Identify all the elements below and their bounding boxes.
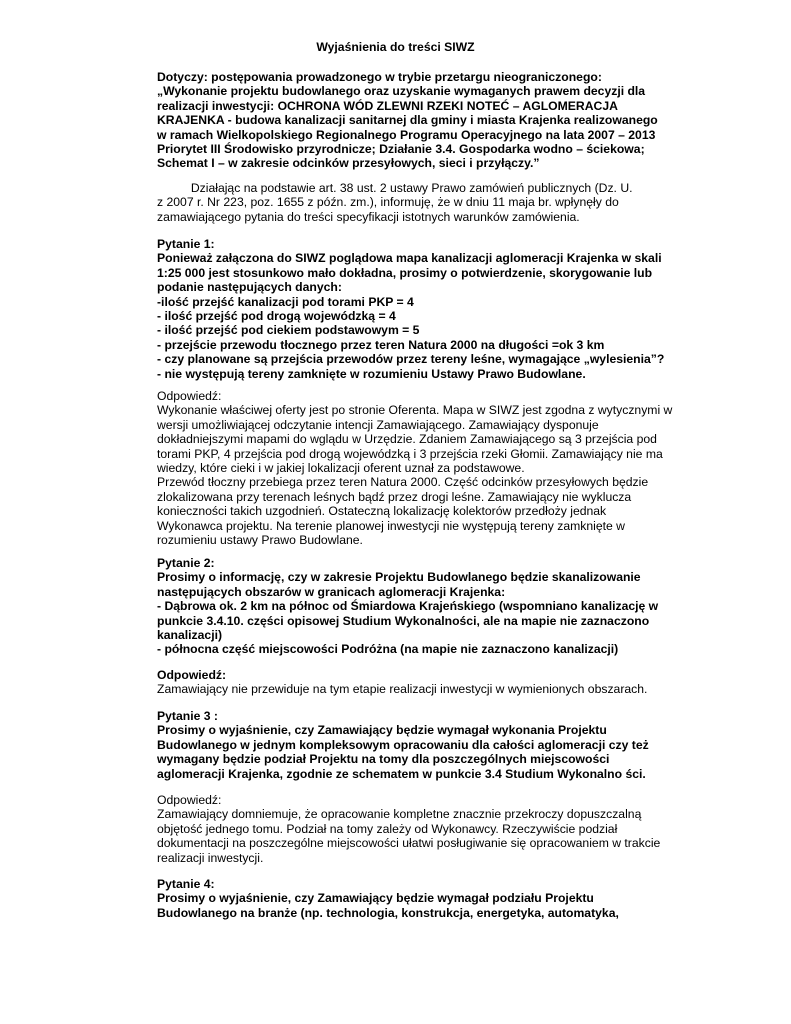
answer-heading: Odpowiedź:: [157, 793, 222, 807]
question-line: następujących obszarów w granicach aglomeracji Krajenka:: [157, 584, 506, 599]
question-line: Ponieważ załączona do SIWZ poglądowa mapa kanalizacji aglomeracji Krajenka w skali: [157, 251, 662, 266]
answer-line: wersji umożliwiającej odczytanie intencji Zamawiającego. Zamawiający dysponuje: [157, 417, 599, 432]
question-line: - czy planowane są przejścia przewodów przez tereny leśne, wymagające „wylesienia”?: [157, 352, 665, 367]
answer-heading: Odpowiedź:: [157, 389, 222, 403]
answer-3: [157, 793, 677, 865]
question-line: aglomeracji Krajenka, zgodnie ze schematem w punkcie 3.4 Studium Wykonalno ści.: [157, 766, 646, 781]
answer-line: dokładniejszymi mapami do wglądu w Urzędzie. Zdaniem Zamawiającego są 3 przejścia pod: [157, 432, 657, 447]
subject-line: Schemat I – w zakresie odcinków przesyłowych, sieci i przyłączy.”: [157, 156, 540, 171]
answer-heading: Odpowiedź:: [157, 668, 227, 682]
subject-line: „Wykonanie projektu budowlanego oraz uzyskanie wymaganych prawem decyzji dla: [157, 84, 646, 99]
subject-line: Dotyczy: postępowania prowadzonego w trybie przetargu nieograniczonego:: [157, 70, 602, 84]
question-line: wymagany będzie podział Projektu na tomy dla poszczególnych miejscowości: [157, 752, 610, 767]
question-heading: Pytanie 2:: [157, 556, 215, 570]
question-line: Budowlanego na branże (np. technologia, konstrukcja, energetyka, automatyka,: [157, 905, 619, 920]
question-line: podanie następujących danych:: [157, 280, 342, 295]
question-line: - Dąbrowa ok. 2 km na północ od Śmiardowa Krajeńskiego (wspomniano kanalizację w: [157, 599, 659, 614]
question-line: - północna część miejscowości Podróżna (na mapie nie zaznaczono kanalizacji): [157, 642, 619, 657]
subject-line: Priorytet III Środowisko przyrodnicze; Działanie 3.4. Gospodarka wodno – ściekowa;: [157, 142, 645, 157]
intro-paragraph: [157, 181, 677, 224]
question-heading: Pytanie 3 :: [157, 709, 218, 723]
answer-line: objętość jednego tomu. Podział na tomy zależy od Wykonawcy. Rzeczywiście podział: [157, 821, 618, 836]
answer-line: Przewód tłoczny przebiega przez teren Natura 2000. Część odcinków przesyłowych będzie: [157, 475, 649, 490]
question-heading: Pytanie 4:: [157, 877, 215, 891]
question-line: Prosimy o wyjaśnienie, czy Zamawiający będzie wymagał wykonania Projektu: [157, 723, 607, 738]
intro-line: zamawiającego pytania do treści specyfikacji istotnych warunków zamówienia.: [157, 209, 580, 224]
question-1: [157, 237, 677, 381]
answer-line: Wykonanie właściwej oferty jest po stronie Oferenta. Mapa w SIWZ jest zgodna z wytycznymi w: [157, 403, 673, 418]
question-line: - nie występują tereny zamknięte w rozumieniu Ustawy Prawo Budowlane.: [157, 366, 586, 381]
question-line: punkcie 3.4.10. części opisowej Studium Wykonalności, ale na mapie nie zaznaczono: [157, 613, 650, 628]
answer-line: Wykonawca projektu. Na terenie planowej inwestycji nie występują tereny zamknięte w: [157, 518, 625, 533]
subject-line: w ramach Wielkopolskiego Regionalnego Programu Operacyjnego na lata 2007 – 2013: [157, 127, 656, 142]
question-4: [157, 877, 677, 920]
answer-line: rozumieniu ustawy Prawo Budowlane.: [157, 533, 363, 548]
answer-1: [157, 389, 677, 547]
question-line: Prosimy o wyjaśnienie, czy Zamawiający będzie wymagał podziału Projektu: [157, 891, 594, 906]
intro-line: z 2007 r. Nr 223, poz. 1655 z późn. zm.), informuję, że w dniu 11 maja br. wpłynęły do: [157, 195, 619, 210]
subject-line: KRAJENKA - budowa kanalizacji sanitarnej dla gminy i miasta Krajenka realizowanego: [157, 113, 658, 128]
answer-line: zlokalizowana przy terenach leśnych bądź przez drogi leśne. Zamawiający nie wyklucza: [157, 489, 632, 504]
answer-line: Zamawiający domniemuje, że opracowanie kompletne znacznie przekroczy dopuszczalną: [157, 807, 642, 822]
question-3: [157, 709, 677, 781]
question-line: - ilość przejść pod ciekiem podstawowym = 5: [157, 323, 420, 338]
question-2: [157, 556, 677, 657]
question-heading: Pytanie 1:: [157, 237, 215, 251]
subject-line: realizacji inwestycji: OCHRONA WÓD ZLEWNI RZEKI NOTEĆ – AGLOMERACJA: [157, 98, 618, 113]
question-line: -ilość przejść kanalizacji pod torami PKP = 4: [157, 294, 414, 309]
answer-line: konieczności takich uzgodnień. Ostateczną lokalizację kolektorów przedłoży jednak: [157, 504, 607, 519]
intro-line: Działając na podstawie art. 38 ust. 2 ustawy Prawo zamówień publicznych (Dz. U.: [157, 181, 633, 195]
answer-line: wiedzy, które cieki i w jakiej lokalizacji oferent uznał za podstawowe.: [157, 461, 525, 476]
answer-line: realizacji inwestycji.: [157, 850, 264, 865]
question-line: 1:25 000 jest stosunkowo mało dokładna, prosimy o potwierdzenie, skorygowanie lub: [157, 265, 653, 280]
question-line: Budowlanego w jednym kompleksowym opracowaniu dla całości aglomeracji czy też: [157, 737, 649, 752]
question-line: - przejście przewodu tłocznego przez teren Natura 2000 na długości =ok 3 km: [157, 337, 605, 352]
subject-block: [157, 70, 677, 171]
answer-2: [157, 668, 677, 697]
document-title: Wyjaśnienia do treści SIWZ: [316, 40, 475, 54]
question-line: Prosimy o informację, czy w zakresie Projektu Budowlanego będzie skanalizowanie: [157, 570, 641, 585]
question-line: kanalizacji): [157, 628, 223, 643]
answer-line: dokumentacji na poszczególne miejscowości ułatwi posługiwanie się opracowaniem w trakcie: [157, 836, 661, 851]
answer-line: torami PKP, 4 przejścia pod drogą wojewódzką i 3 przejścia rzeki Głomii. Zamawiający nie ma: [157, 446, 663, 461]
answer-line: Zamawiający nie przewiduje na tym etapie realizacji inwestycji w wymienionych obszarach.: [157, 682, 648, 697]
question-line: - ilość przejść pod drogą wojewódzką = 4: [157, 309, 396, 324]
